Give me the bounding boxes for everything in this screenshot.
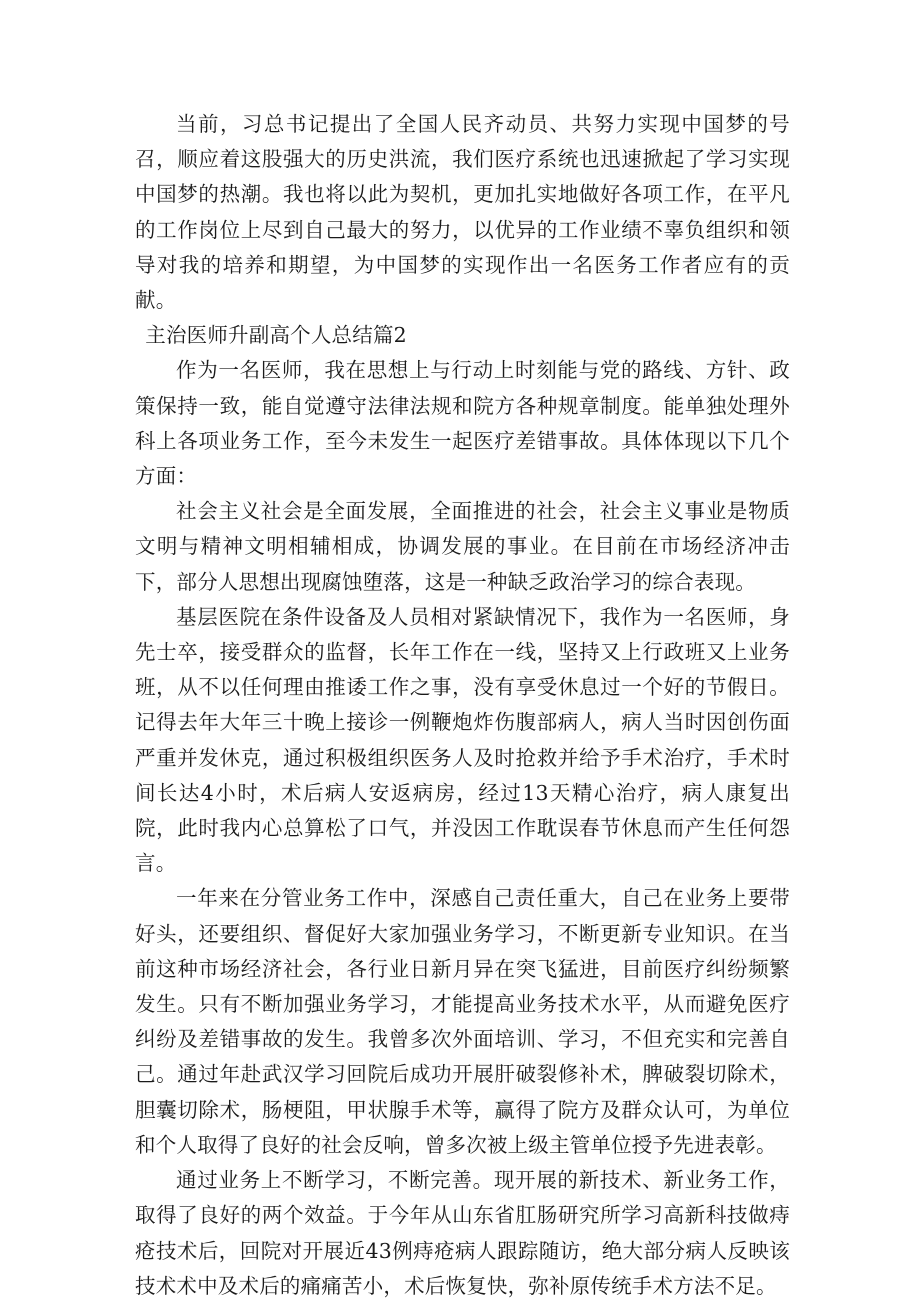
paragraph-intro: 当前，习总书记提出了全国人民齐动员、共努力实现中国梦的号召，顺应着这股强大的历史洪流，我们医疗系统也迅速掀起了学习实现中国梦的热潮。我也将以此为契机，更加扎实地做好各项工作，在平凡的工作岗位上尽到自己最大的努力，以优异的工作业绩不辜负组织和领导对我的培养和期望，为中国梦的实现作出一名医务工作者应有的贡献。 [135,112,790,313]
paragraph-5: 通过业务上不断学习，不断完善。现开展的新技术、新业务工作，取得了良好的两个效益。于今年从山东省肛肠研究所学习高新科技做痔疮技术后，回院对开展近43例痔疮病人跟踪随访，绝大部分病人反映该技术术中及术后的痛痛苦小，术后恢复快，弥补原传统手术方法不足。 [135,1168,790,1298]
paragraph-4: 一年来在分管业务工作中，深感自己责任重大，自己在业务上要带好头，还要组织、督促好大家加强业务学习，不断更新专业知识。在当前这种市场经济社会，各行业日新月异在突飞猛进，目前医疗纠纷频繁发生。只有不断加强业务学习，才能提高业务技术水平，从而避免医疗纠纷及差错事故的发生。我曾多次外面培训、学习，不但充实和完善自己。通过年赴武汉学习回院后成功开展肝破裂修补术，脾破裂切除术，胆囊切除术，肠梗阻，甲状腺手术等，赢得了院方及群众认可，为单位和个人取得了良好的社会反响，曾多次被上级主管单位授予先进表彰。 [135,886,790,1157]
paragraph-1: 作为一名医师，我在思想上与行动上时刻能与党的路线、方针、政策保持一致，能自觉遵守法律法规和院方各种规章制度。能单独处理外科上各项业务工作，至今未发生一起医疗差错事故。具体体现以下几个方面： [135,358,790,489]
paragraph-3: 基层医院在条件设备及人员相对紧缺情况下，我作为一名医师，身先士卒，接受群众的监督，长年工作在一线，坚持又上行政班又上业务班，从不以任何理由推诿工作之事，没有享受休息过一个好的节假日。记得去年大年三十晚上接诊一例鞭炮炸伤腹部病人，病人当时因创伤面严重并发休克，通过积极组织医务人及时抢救并给予手术治疗，手术时间长达4小时，术后病人安返病房，经过13天精心治疗，病人康复出院，此时我内心总算松了口气，并没因工作耽误春节休息而产生任何怨言。 [135,604,790,876]
section-heading: 主治医师升副高个人总结篇2 [145,323,407,348]
paragraph-2: 社会主义社会是全面发展，全面推进的社会，社会主义事业是物质文明与精神文明相辅相成，协调发展的事业。在目前在市场经济冲击下，部分人思想出现腐蚀堕落，这是一种缺乏政治学习的综合表现。 [135,499,790,594]
document-body [135,107,790,1304]
